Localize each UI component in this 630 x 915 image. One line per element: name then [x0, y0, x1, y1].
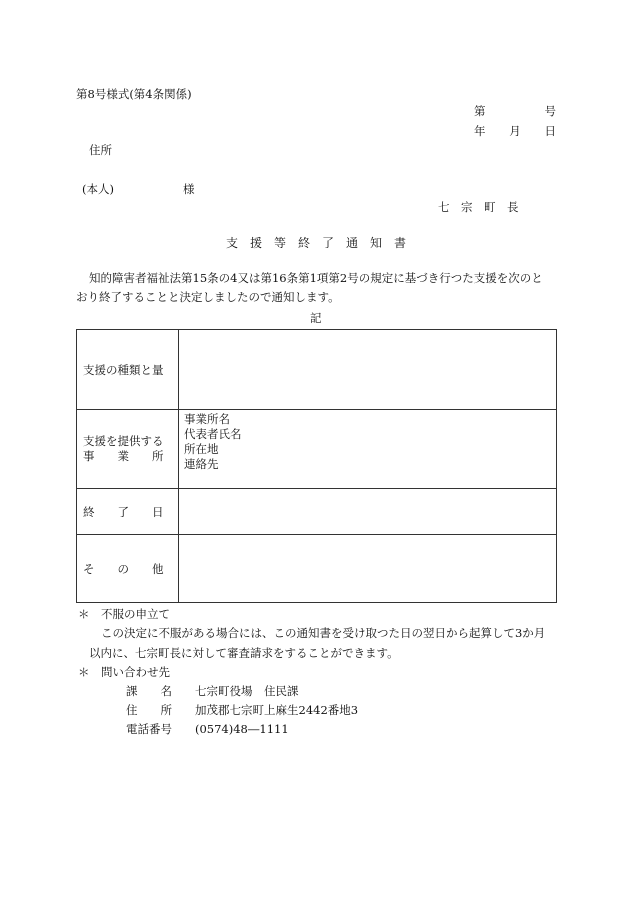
field-contact: 連絡先 — [184, 457, 219, 471]
contact-heading: 問い合わせ先 — [101, 665, 170, 679]
phone-value: (0574)48―1111 — [195, 722, 289, 736]
document-title: 支 援 等 終 了 通 知 書 — [226, 236, 407, 250]
table-row — [77, 535, 557, 603]
other-value — [179, 535, 557, 603]
field-representative: 代表者氏名 — [184, 427, 242, 441]
ki-label: 記 — [310, 311, 322, 325]
row-label-support-type: 支援の種類と量 — [77, 330, 179, 410]
issuer: 七 宗 町 長 — [438, 200, 519, 214]
doc-no-suffix: 号 — [544, 104, 556, 118]
dept-value: 七宗町役場 住民課 — [195, 684, 299, 698]
date-month: 月 — [509, 124, 521, 138]
field-location: 所在地 — [184, 442, 219, 456]
row-label-end-date: 終 了 日 — [77, 489, 179, 535]
row-label-provider — [77, 410, 179, 489]
date-day: 日 — [544, 124, 556, 138]
table-row — [77, 330, 557, 410]
phone-label: 電話番号 — [126, 722, 172, 736]
provider-label-line-2: 事 業 所 — [83, 449, 164, 463]
appeal-line-2: 以内に、七宗町長に対して審査請求をすることができます。 — [89, 646, 399, 660]
appeal-heading: 不服の申立て — [101, 607, 170, 621]
end-date-value — [179, 489, 557, 535]
row-label-other: そ の 他 — [77, 535, 179, 603]
form-number: 第8号様式(第4条関係) — [76, 87, 192, 101]
addr-label: 住 所 — [126, 703, 172, 717]
provider-label-line-1: 支援を提供する — [83, 434, 164, 448]
addr-value: 加茂郡七宗町上麻生2442番地3 — [195, 703, 359, 717]
field-office-name: 事業所名 — [184, 412, 230, 426]
doc-no-prefix: 第 — [474, 104, 486, 118]
dept-label: 課 名 — [126, 684, 172, 698]
document-number — [474, 104, 556, 118]
person-label: (本人) — [82, 182, 114, 196]
table-row — [77, 489, 557, 535]
contact-mark: ＊ — [78, 665, 90, 679]
body-line-2: おり終了することと決定しましたので通知します。 — [76, 290, 340, 304]
date-year: 年 — [474, 124, 486, 138]
honorific: 様 — [183, 182, 195, 196]
table-row — [77, 410, 557, 489]
termination-table — [76, 329, 557, 603]
appeal-mark: ＊ — [78, 607, 90, 621]
address-label: 住所 — [89, 143, 112, 157]
body-line-1: 知的障害者福祉法第15条の4又は第16条第1項第2号の規定に基づき行つた支援を次のと — [89, 271, 543, 285]
provider-fields — [179, 410, 557, 489]
issue-date — [474, 124, 556, 138]
appeal-line-1: この決定に不服がある場合には、この通知書を受け取つた日の翌日から起算して3か月 — [101, 626, 546, 640]
support-type-value — [179, 330, 557, 410]
